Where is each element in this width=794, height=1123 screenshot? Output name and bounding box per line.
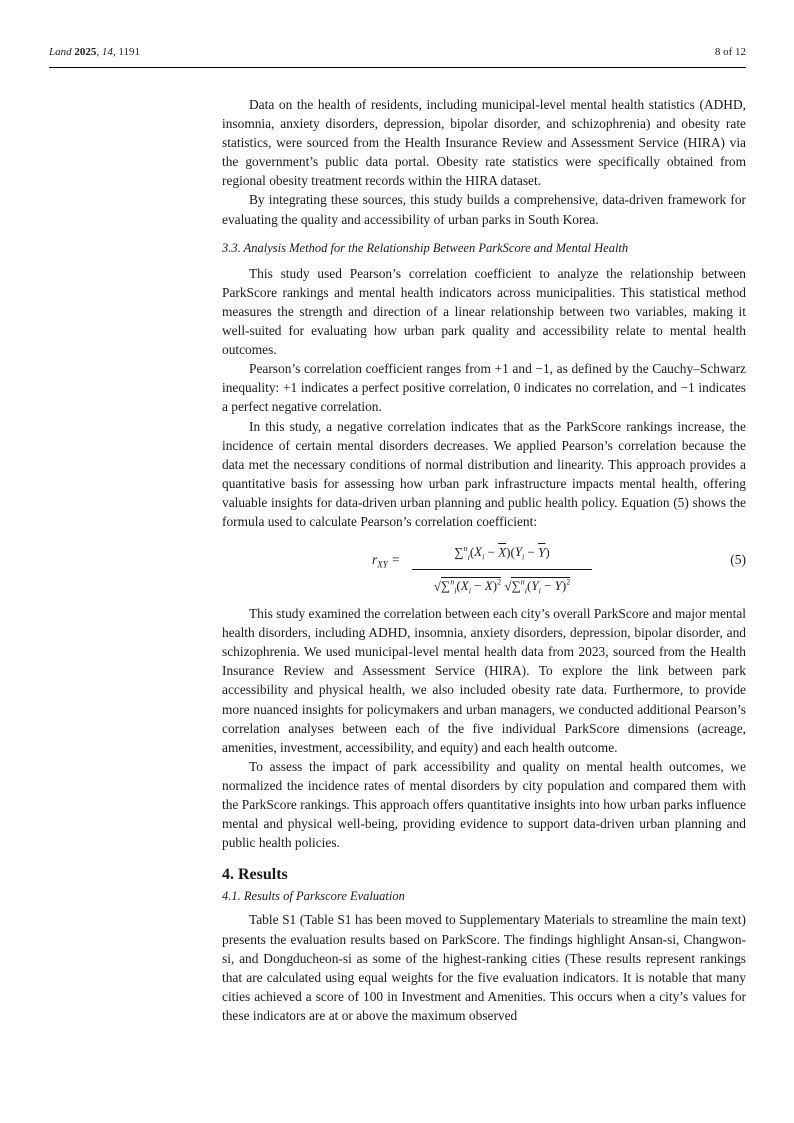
journal-name: Land	[49, 46, 72, 58]
paragraph: Pearson’s correlation coefficient ranges from +1 and −1, as defined by the Cauchy–Schwarz inequality: +1 indicates a perfect positive correlation, 0 indicates no correlation, and −1 indicates a perfect negative correlation.	[222, 361, 746, 415]
page-number: 8 of 12	[714, 46, 746, 58]
article-body	[222, 95, 746, 1025]
paragraph: In this study, a negative correlation indicates that as the ParkScore rankings increase, the incidence of certain mental disorders decreases. We applied Pearson’s correlation because the data met the necessary conditions of normal distribution and linearity. This approach provides a quantitative basis for assessing how urban park infrastructure impacts mental health, offering valuable insights for data-driven urban planning and public health policy. Equation (5) shows the formula used to calculate Pearson’s correlation coefficient:	[222, 418, 746, 529]
equation-lhs: $r_{XY}$ =	[372, 552, 401, 570]
paragraph: Data on the health of residents, including municipal-level mental health statistics (ADHD, insomnia, anxiety disorders, depression, bipolar disorder, and schizophrenia) and obesity rate statistics, were sourced from the Health Insurance Review and Assessment Service (HIRA) via the government’s public data portal. Obesity rate statistics were specifically obtained from regional obesity treatment records within the HIRA dataset.	[222, 97, 746, 189]
equation-numerator: $\sum^n_i(X_i - \overline{X})(Y_i - \overline{Y})$	[412, 539, 592, 570]
paragraph: To assess the impact of park accessibility and quality on mental health outcomes, we normalized the incidence rates of mental disorders by city population and compared them with the ParkScore rankings. This approach offers quantitative insights into how urban parks influence mental and physical well-being, providing evidence to support data-driven urban planning and public health policies.	[222, 758, 746, 851]
section-heading-4-1: 4.1. Results of Parkscore Evaluation	[222, 889, 405, 904]
journal-year: 2025	[74, 46, 97, 58]
journal-citation: Land 2025, 14, 1191	[49, 46, 140, 58]
equation-5	[222, 537, 746, 595]
paragraph: By integrating these sources, this study builds a comprehensive, data-driven framework for evaluating the quality and accessibility of urban parks in South Korea.	[222, 192, 746, 227]
equation-number: (5)	[730, 552, 746, 568]
paragraph: Table S1 (Table S1 has been moved to Supplementary Materials to streamline the main text) presents the evaluation results based on ParkScore. The findings highlight Ansan-si, Changwon-si, and Dongducheon-si as some of the highest-ranking cities (These results represent rankings that are calculated using equal weights for the five evaluation indicators. It is notable that many cities achieved a score of 100 in Investment and Amenities. This occurs when a city’s values for these indicators are at or above the maximum observed	[222, 912, 746, 1023]
running-header	[49, 46, 746, 68]
header-rule	[49, 67, 746, 68]
equation-denominator: $√\sum^n_i(X_i - \overline{X})^2$ $√\sum^n_i(Y_i - \overline{Y})^2$	[433, 578, 571, 596]
equation-fraction	[412, 539, 592, 601]
article-number: 1191	[118, 46, 140, 58]
paragraph: This study examined the correlation between each city’s overall ParkScore and major mental health disorders, including ADHD, insomnia, anxiety disorders, depression, bipolar disorder, and schizophrenia. We used municipal-level mental health data from 2023, sourced from the Health Insurance Review and Assessment Service (HIRA). To explore the link between park accessibility and physical health, we also included obesity rate data. Furthermore, to provide more nuanced insights for policymakers and urban managers, we conducted additional Pearson’s correlation analyses between each of the five individual ParkScore dimensions (acreage, amenities, investment, accessibility, and equity) and each health outcome.	[222, 606, 746, 755]
paragraph: This study used Pearson’s correlation coefficient to analyze the relationship between ParkScore rankings and mental health indicators across municipalities. This statistical method measures the strength and direction of a linear relationship between two variables, making it well-suited for evaluating how urban park quality and accessibility relate to mental health outcomes.	[222, 265, 746, 358]
journal-volume: 14	[101, 46, 113, 58]
section-heading-3-3: 3.3. Analysis Method for the Relationship Between ParkScore and Mental Health	[222, 240, 629, 255]
section-heading-4: 4. Results	[222, 866, 288, 884]
